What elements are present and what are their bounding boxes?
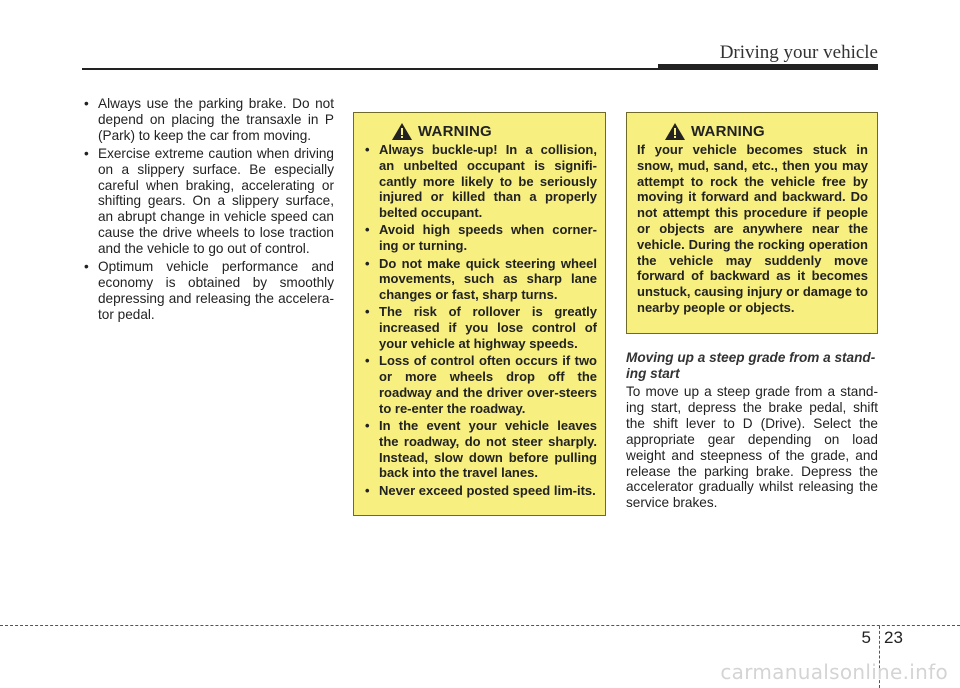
- watermark: carmanualsonline.info: [720, 660, 948, 684]
- page-header-title: Driving your vehicle: [719, 42, 878, 63]
- list-item: • Avoid high speeds when corner-ing or turning.: [364, 222, 597, 254]
- list-item: • The risk of rollover is greatly increased if you lose control of your vehicle at highway speeds.: [364, 304, 597, 351]
- warning-box-driving: [353, 112, 606, 516]
- warning-title: WARNING: [691, 123, 765, 140]
- bullet-list: [82, 96, 334, 323]
- list-item: • Always use the parking brake. Do not depend on placing the transaxle in P (Park) to keep the car from moving.: [82, 96, 334, 144]
- header-bar: [658, 64, 878, 70]
- warning-title: WARNING: [418, 123, 492, 140]
- list-item: • Exercise extreme caution when driving on a slippery surface. Be especially careful when braking, accelerating or shifting gears. On a slippery surface, an abrupt change in vehicle speed can cause the drive wheels to lose traction and the vehicle to go out of control.: [82, 146, 334, 257]
- warning-header: [364, 123, 597, 140]
- warning-list: [364, 142, 597, 499]
- list-item: • Loss of control often occurs if two or more wheels drop off the roadway and the driver over-steers to re-enter the roadway.: [364, 353, 597, 416]
- warning-triangle-icon: [392, 123, 412, 140]
- warning-text: If your vehicle becomes stuck in snow, mud, sand, etc., then you may attempt to rock the vehicle free by moving it forward and backward. Do not attempt this procedure if people or objects are anywhere near the vehicle. During the rocking operation the vehicle may suddenly move forward of backward as it becomes unstuck, causing injury or damage to nearby people or objects.: [637, 142, 868, 315]
- list-item: • Do not make quick steering wheel movements, such as sharp lane changes or fast, sharp turns.: [364, 256, 597, 303]
- page-number: 23: [884, 628, 903, 647]
- footer-rule: [0, 625, 960, 626]
- list-item: • Never exceed posted speed lim-its.: [364, 483, 597, 499]
- left-column: [82, 96, 334, 325]
- warning-triangle-icon: [665, 123, 685, 140]
- warning-box-stuck: [626, 112, 878, 334]
- list-item: • Always buckle-up! In a collision, an unbelted occupant is signifi-cantly more likely to be seriously injured or killed than a properly belted occupant.: [364, 142, 597, 221]
- list-item: • In the event your vehicle leaves the roadway, do not steer sharply. Instead, slow down before pulling back into the travel lanes.: [364, 418, 597, 481]
- warning-header: [637, 123, 868, 140]
- steep-grade-section: [626, 350, 878, 511]
- section-heading: Moving up a steep grade from a stand-ing start: [626, 350, 876, 381]
- list-item: • Optimum vehicle performance and economy is obtained by smoothly depressing and releasing the accelera-tor pedal.: [82, 259, 334, 323]
- section-body: To move up a steep grade from a stand-ing start, depress the brake pedal, shift the shift lever to D (Drive). Select the appropriate gear depending on load weight and steepness of the grade, and release the parking brake. Depress the accelerator gradually whilst releasing the service brakes.: [626, 384, 878, 511]
- chapter-number: 5: [861, 628, 871, 647]
